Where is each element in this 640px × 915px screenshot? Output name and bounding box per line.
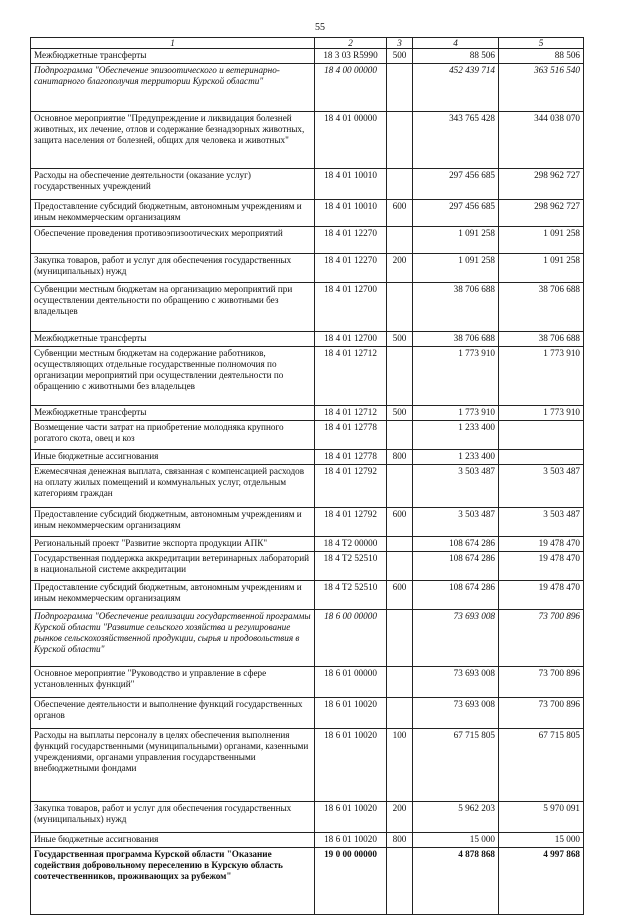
table-row [31, 610, 584, 667]
amount-year1-cell: 88 506 [413, 49, 499, 64]
code-cell: 18 4 01 12712 [315, 347, 387, 406]
expense-type-cell [387, 667, 413, 698]
amount-year2-cell: 1 091 258 [499, 227, 584, 254]
code-cell: 18 4 00 00000 [315, 64, 387, 112]
amount-year1-cell: 343 765 428 [413, 112, 499, 169]
amount-year1-cell: 38 706 688 [413, 283, 499, 332]
name-cell: Подпрограмма "Обеспечение эпизоотического и ветеринарно-санитарного благополучия территории Курской области" [31, 64, 315, 112]
amount-year1-cell: 4 878 868 [413, 848, 499, 915]
expense-type-cell [387, 698, 413, 729]
code-cell: 18 6 00 00000 [315, 610, 387, 667]
code-cell: 18 4 01 12270 [315, 227, 387, 254]
amount-year1-cell: 1 091 258 [413, 227, 499, 254]
expense-type-cell: 500 [387, 332, 413, 347]
table-row [31, 465, 584, 508]
code-cell: 18 4 T2 52510 [315, 581, 387, 610]
table-row [31, 254, 584, 283]
table-row [31, 450, 584, 465]
code-cell: 18 4 01 12792 [315, 465, 387, 508]
column-header: 5 [499, 38, 584, 49]
name-cell: Межбюджетные трансферты [31, 406, 315, 421]
column-header: 2 [315, 38, 387, 49]
amount-year1-cell: 73 693 008 [413, 610, 499, 667]
amount-year1-cell: 38 706 688 [413, 332, 499, 347]
code-cell: 18 6 01 10020 [315, 833, 387, 848]
expense-type-cell: 600 [387, 581, 413, 610]
name-cell: Расходы на обеспечение деятельности (оказание услуг) государственных учреждений [31, 169, 315, 200]
amount-year2-cell: 73 700 896 [499, 667, 584, 698]
table-row [31, 200, 584, 227]
expense-type-cell: 100 [387, 729, 413, 802]
amount-year2-cell: 3 503 487 [499, 508, 584, 537]
amount-year1-cell: 3 503 487 [413, 508, 499, 537]
table-row [31, 347, 584, 406]
amount-year1-cell: 1 773 910 [413, 347, 499, 406]
expense-type-cell [387, 610, 413, 667]
code-cell: 18 3 03 R5990 [315, 49, 387, 64]
code-cell: 18 4 T2 52510 [315, 552, 387, 581]
expense-type-cell [387, 227, 413, 254]
amount-year2-cell: 19 478 470 [499, 537, 584, 552]
amount-year1-cell: 1 233 400 [413, 421, 499, 450]
table-row [31, 49, 584, 64]
table-row [31, 64, 584, 112]
table-row [31, 508, 584, 537]
table-header-row [31, 38, 584, 49]
page-number: 55 [315, 22, 325, 33]
name-cell: Государственная программа Курской области "Оказание содействия добровольному переселению в Курскую область соотечественников, проживающих за рубежом" [31, 848, 315, 915]
code-cell: 18 6 01 10020 [315, 802, 387, 833]
expense-type-cell [387, 848, 413, 915]
amount-year1-cell: 297 456 685 [413, 200, 499, 227]
amount-year2-cell: 38 706 688 [499, 332, 584, 347]
expense-type-cell [387, 465, 413, 508]
expense-type-cell [387, 283, 413, 332]
amount-year2-cell: 1 091 258 [499, 254, 584, 283]
name-cell: Основное мероприятие "Предупреждение и ликвидация болезней животных, их лечение, отлов и содержание безнадзорных животных, защита населения от болезней, общих для человека и животных" [31, 112, 315, 169]
table-row [31, 848, 584, 915]
table-body [31, 49, 584, 915]
expense-type-cell: 600 [387, 508, 413, 537]
expense-type-cell: 800 [387, 833, 413, 848]
amount-year2-cell [499, 421, 584, 450]
name-cell: Основное мероприятие "Руководство и управление в сфере установленных функций" [31, 667, 315, 698]
amount-year2-cell: 344 038 070 [499, 112, 584, 169]
code-cell: 18 4 01 00000 [315, 112, 387, 169]
code-cell: 18 6 01 10020 [315, 698, 387, 729]
amount-year1-cell: 3 503 487 [413, 465, 499, 508]
name-cell: Закупка товаров, работ и услуг для обеспечения государственных (муниципальных) нужд [31, 802, 315, 833]
table-row [31, 227, 584, 254]
code-cell: 18 4 T2 00000 [315, 537, 387, 552]
amount-year2-cell: 19 478 470 [499, 581, 584, 610]
amount-year2-cell [499, 450, 584, 465]
amount-year1-cell: 67 715 805 [413, 729, 499, 802]
code-cell: 18 4 01 12700 [315, 283, 387, 332]
table-row [31, 581, 584, 610]
name-cell: Предоставление субсидий бюджетным, автономным учреждениям и иным некоммерческим организациям [31, 200, 315, 227]
amount-year2-cell: 3 503 487 [499, 465, 584, 508]
table-row [31, 283, 584, 332]
table-row [31, 332, 584, 347]
amount-year1-cell: 1 233 400 [413, 450, 499, 465]
column-header: 1 [31, 38, 315, 49]
code-cell: 19 0 00 00000 [315, 848, 387, 915]
name-cell: Расходы на выплаты персоналу в целях обеспечения выполнения функций государственными (муниципальными) органами, казенными учреждениями, органами управления государственными внебюджетными фондами [31, 729, 315, 802]
table-row [31, 406, 584, 421]
name-cell: Субвенции местным бюджетам на организацию мероприятий при осуществлении деятельности по обращению с животными без владельцев [31, 283, 315, 332]
expense-type-cell: 200 [387, 802, 413, 833]
amount-year2-cell: 1 773 910 [499, 406, 584, 421]
name-cell: Иные бюджетные ассигнования [31, 450, 315, 465]
amount-year2-cell: 363 516 540 [499, 64, 584, 112]
name-cell: Иные бюджетные ассигнования [31, 833, 315, 848]
expense-type-cell [387, 347, 413, 406]
amount-year2-cell: 1 773 910 [499, 347, 584, 406]
amount-year2-cell: 298 962 727 [499, 200, 584, 227]
table-row [31, 802, 584, 833]
code-cell: 18 4 01 12700 [315, 332, 387, 347]
amount-year1-cell: 5 962 203 [413, 802, 499, 833]
table-row [31, 667, 584, 698]
code-cell: 18 6 01 10020 [315, 729, 387, 802]
expense-type-cell [387, 112, 413, 169]
name-cell: Предоставление субсидий бюджетным, автономным учреждениям и иным некоммерческим организациям [31, 508, 315, 537]
table-row [31, 421, 584, 450]
name-cell: Обеспечение деятельности и выполнение функций государственных органов [31, 698, 315, 729]
name-cell: Обеспечение проведения противоэпизоотических мероприятий [31, 227, 315, 254]
amount-year1-cell: 1 091 258 [413, 254, 499, 283]
amount-year1-cell: 297 456 685 [413, 169, 499, 200]
table-row [31, 112, 584, 169]
amount-year2-cell: 15 000 [499, 833, 584, 848]
expense-type-cell: 500 [387, 49, 413, 64]
amount-year2-cell: 38 706 688 [499, 283, 584, 332]
name-cell: Региональный проект "Развитие экспорта продукции АПК" [31, 537, 315, 552]
amount-year1-cell: 108 674 286 [413, 581, 499, 610]
code-cell: 18 4 01 12270 [315, 254, 387, 283]
name-cell: Ежемесячная денежная выплата, связанная с компенсацией расходов на оплату жилых помещений и коммунальных услуг, отдельным категориям граждан [31, 465, 315, 508]
name-cell: Государственная поддержка аккредитации ветеринарных лабораторий в национальной системе аккредитации [31, 552, 315, 581]
amount-year2-cell: 4 997 868 [499, 848, 584, 915]
table-row [31, 729, 584, 802]
name-cell: Подпрограмма "Обеспечение реализации государственной программы Курской области "Развитие сельского хозяйства и регулирование рынков сельскохозяйственной продукции, сырья и продовольствия в Курской области" [31, 610, 315, 667]
amount-year1-cell: 1 773 910 [413, 406, 499, 421]
amount-year1-cell: 15 000 [413, 833, 499, 848]
code-cell: 18 4 01 12778 [315, 450, 387, 465]
amount-year2-cell: 88 506 [499, 49, 584, 64]
expense-type-cell [387, 552, 413, 581]
expense-type-cell: 500 [387, 406, 413, 421]
name-cell: Предоставление субсидий бюджетным, автономным учреждениям и иным некоммерческим организациям [31, 581, 315, 610]
table-row [31, 698, 584, 729]
column-header: 4 [413, 38, 499, 49]
code-cell: 18 6 01 00000 [315, 667, 387, 698]
code-cell: 18 4 01 10010 [315, 169, 387, 200]
amount-year1-cell: 73 693 008 [413, 698, 499, 729]
budget-table [30, 37, 584, 915]
amount-year2-cell: 73 700 896 [499, 698, 584, 729]
table-row [31, 537, 584, 552]
expense-type-cell [387, 537, 413, 552]
name-cell: Субвенции местным бюджетам на содержание работников, осуществляющих отдельные государственные полномочия по организации мероприятий при осуществлении деятельности по обращению с животными без владельцев [31, 347, 315, 406]
name-cell: Межбюджетные трансферты [31, 49, 315, 64]
amount-year1-cell: 73 693 008 [413, 667, 499, 698]
amount-year2-cell: 67 715 805 [499, 729, 584, 802]
code-cell: 18 4 01 12712 [315, 406, 387, 421]
amount-year1-cell: 108 674 286 [413, 537, 499, 552]
column-header: 3 [387, 38, 413, 49]
amount-year1-cell: 452 439 714 [413, 64, 499, 112]
amount-year2-cell: 19 478 470 [499, 552, 584, 581]
expense-type-cell: 600 [387, 200, 413, 227]
expense-type-cell [387, 169, 413, 200]
amount-year2-cell: 73 700 896 [499, 610, 584, 667]
code-cell: 18 4 01 12778 [315, 421, 387, 450]
table-row [31, 833, 584, 848]
amount-year2-cell: 5 970 091 [499, 802, 584, 833]
name-cell: Закупка товаров, работ и услуг для обеспечения государственных (муниципальных) нужд [31, 254, 315, 283]
expense-type-cell: 800 [387, 450, 413, 465]
code-cell: 18 4 01 10010 [315, 200, 387, 227]
amount-year2-cell: 298 962 727 [499, 169, 584, 200]
amount-year1-cell: 108 674 286 [413, 552, 499, 581]
table-row [31, 552, 584, 581]
expense-type-cell: 200 [387, 254, 413, 283]
code-cell: 18 4 01 12792 [315, 508, 387, 537]
name-cell: Возмещение части затрат на приобретение молодняка крупного рогатого скота, овец и коз [31, 421, 315, 450]
expense-type-cell [387, 421, 413, 450]
table-row [31, 169, 584, 200]
name-cell: Межбюджетные трансферты [31, 332, 315, 347]
expense-type-cell [387, 64, 413, 112]
